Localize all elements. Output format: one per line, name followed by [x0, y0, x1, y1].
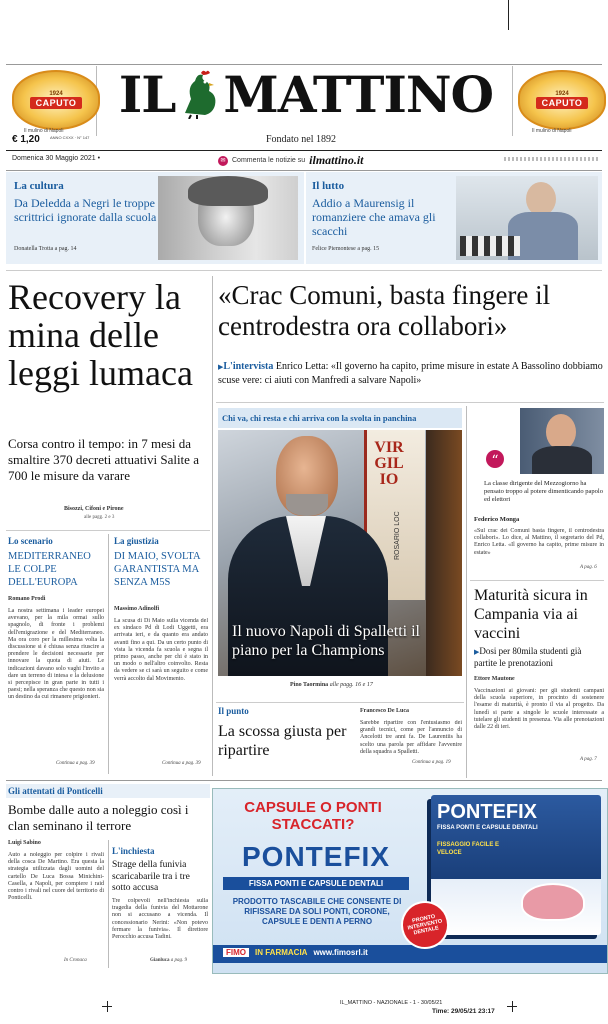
- ponticelli-byline: Luigi Sabino: [8, 840, 41, 846]
- teaser-lutto[interactable]: [306, 172, 602, 264]
- ponticelli-headline[interactable]: Bombe dalle auto a noleggio così i clan seminano il terrore: [8, 802, 189, 833]
- main-lead-summary: Enrico Letta: «Il governo ha capito, prime misure in estate A Bassolino dobbiamo scuse vere: ci aiuti con Manfredi a salvare Napoli»: [218, 361, 603, 386]
- main-lead-summary-block: [218, 360, 604, 387]
- footer-edition: IL_MATTINO - NAZIONALE - 1 - 30/05/21: [340, 1000, 443, 1006]
- quote-icon: “: [486, 450, 504, 468]
- teaser-kicker: La cultura: [14, 180, 64, 192]
- sponsor-year: 1924: [555, 91, 569, 97]
- comment-icon: ✉: [218, 156, 228, 166]
- crop-mark: [512, 1001, 513, 1012]
- beard: [286, 494, 328, 516]
- spalletti-photo[interactable]: [218, 430, 462, 676]
- section-rule: [6, 530, 210, 531]
- monga-photo: [520, 408, 604, 474]
- teaser-byline: Felice Piemontese a pag. 15: [312, 246, 380, 252]
- ponticelli-body: Auto a noleggio per colpire i rivali della cosca De Martino. Era questa la strategia utilizzata dagli uomini del cartello De Luca Bossa Minichini-Casella, a Napoli, per compiere i raid contro i rivali nel cuore del territorio di Ponticelli.: [8, 852, 104, 902]
- giustizia-page: Continua a pag. 39: [162, 761, 201, 766]
- sponsor-tag: Il mulino di Napoli: [532, 128, 572, 134]
- scenario-body: La nostra settimana i leader europei avevano, per la mila ormai sullo spagnolo, di fronte i problemi dell'emigrazione e del Mediterraneo. Ma ora coro per la millesima volta la discussione si è chiusa senza riuscire a prendere le decisioni necessarie per innovare la quota di aiuti. Le indicazioni davano solo vaghi l'invito a dare un terreno di intesa e la delusione si percepisce in gran parte in tutti i paesi; nella speranza che questo non sia un destino da cui rimanere prigionieri.: [8, 608, 104, 701]
- site-link[interactable]: ilmattino.it: [309, 153, 364, 167]
- column-divider: [108, 534, 109, 774]
- newspaper-logo: [104, 64, 508, 124]
- inchiesta-page: a pag. 9: [170, 958, 187, 963]
- column-divider: [466, 406, 467, 778]
- punto-page: Continua a pag. 19: [412, 760, 451, 765]
- maturita-headline[interactable]: Maturità sicura in Campania via ai vaccini: [474, 587, 588, 642]
- founded-line: Fondato nel 1892: [266, 134, 336, 145]
- writer-photo: [158, 176, 298, 260]
- column-divider: [108, 840, 109, 968]
- teaser-title: Da Deledda a Negri le troppe scrittrici ignorate dalla scuola: [14, 196, 157, 224]
- inchiesta-headline[interactable]: Strage della funivia scaricabarile tra i tre sotto accusa: [112, 860, 190, 893]
- photo-strip-label: Chi va, chi resta e chi arriva con la svolta in panchina: [222, 413, 417, 423]
- left-lead-headline[interactable]: Recovery la mina delle leggi lumaca: [8, 277, 193, 393]
- inchiesta-kicker: L'inchiesta: [112, 846, 155, 856]
- maturita-byline: Ettore Mautone: [474, 676, 515, 682]
- ad-brand: PONTEFIX: [241, 841, 390, 872]
- photo-byline: Pino Taormina: [290, 682, 329, 688]
- section-rule: [216, 702, 464, 703]
- ad-url[interactable]: www.fimosrl.it: [313, 948, 368, 957]
- arrow-icon: ▶: [218, 363, 224, 371]
- quote-body: «Sul crac dei Comuni basta fingere, il centrodestra collabori». Lo dice, al Mattino, il segretario del Pd, Enrico Letta. «Il governo ha capito, prime misure in estate»: [474, 528, 604, 556]
- inchiesta-byline: Gianluca: [150, 958, 170, 963]
- giustizia-byline: Massimo Adinolfi: [114, 606, 160, 612]
- teaser-title: Addio a Maurensig il romanziere che amava gli scacchi: [312, 196, 436, 238]
- section-rule: [6, 780, 602, 781]
- sponsor-logo-right: [518, 70, 606, 130]
- sponsor-logo-left: [12, 70, 100, 130]
- masthead-rule: [6, 150, 602, 151]
- punto-body: Sarebbe ripartire con l'entusiasmo dei grandi tecnici, come per l'annuncio di Ancelotti tre anni fa. De Laurentiis ha scelto una parola per affidare l'avvenire della squadra a Spalletti.: [360, 720, 462, 755]
- crop-mark: [107, 1001, 108, 1012]
- maturita-body: Vaccinazioni ai giovani: per gli studenti campani della scuola superiore, in procinto di sostenere l'esame di maturità, è pronto il via al progetto. Da lunedì si parte a singole le scuole interessate a tutelare gli studenti in presenza. Via alle prenotazioni dalle 22 di ieri.: [474, 688, 604, 731]
- teaser-kicker: Il lutto: [312, 180, 345, 192]
- comment-prefix: Commenta le notizie su: [232, 157, 306, 164]
- comment-bar: [218, 153, 364, 168]
- left-lead-subhead: Corsa contro il tempo: in 7 mesi da smaltire 370 decreti attuativi Salite a 700 le misure da varare: [8, 436, 199, 483]
- giustizia-body: La scusa di Di Maio sulla vicenda del ex sindaco Pd di Lodi Uggetti, era arrivata ieri, e da quanto era andato avanti fino a qui. Da un certo punto di vista la vicenda fa scuola e segna il primo passo, anche per chi è stato in un modo o nell'altro coinvolto. Resta da vedere se ci sarà un seguito e come verrà accolto dal Movimento.: [114, 618, 208, 682]
- sponsor-name: CAPUTO: [30, 97, 83, 109]
- maturita-page: A pag. 7: [580, 757, 597, 762]
- ad-product-box: [431, 795, 601, 935]
- ponticelli-page: In Cronaca: [64, 958, 87, 963]
- shop-sign-small: ROSARIO LOC: [394, 511, 401, 560]
- quote-author: Federico Monga: [474, 516, 520, 523]
- quote-text: La classe dirigente del Mezzogiorno ha pensato troppo al potere dimenticando papolo ed elettori: [484, 480, 603, 503]
- teaser-byline: Donatella Trotta a pag. 14: [14, 246, 77, 252]
- scenario-byline: Romano Prodi: [8, 596, 46, 602]
- section-rule: [6, 270, 602, 271]
- author-chess-photo: [456, 176, 598, 260]
- denture-graphic: [521, 883, 585, 921]
- ad-box-brand: PONTEFIX: [437, 801, 538, 823]
- ponticelli-kicker: Gli attentati di Ponticelli: [8, 786, 103, 796]
- ad-box-label: FISSAGGIO FACILE E VELOCE: [437, 842, 500, 856]
- maturita-sub: Dosi per 80mila studenti già partite le prenotazioni: [474, 646, 582, 668]
- shop-sign-text: VIRGILIO: [374, 439, 404, 488]
- price-note: ANNO CXXX · N° 147: [50, 135, 90, 140]
- price: € 1,20: [12, 134, 40, 145]
- scenario-headline[interactable]: MEDITERRANEO LE COLPE DELL'EUROPA: [8, 551, 91, 588]
- arrow-icon: ▶: [474, 648, 480, 656]
- section-rule: [216, 402, 604, 403]
- main-lead-kicker: L'intervista: [223, 361, 274, 372]
- punto-kicker: Il punto: [218, 706, 249, 716]
- logo-text-mattino: MATTINO: [223, 64, 494, 124]
- column-divider: [212, 276, 213, 776]
- inchiesta-foot: [150, 958, 187, 963]
- footer-time: Time: 29/05/21 23:17: [432, 1008, 495, 1015]
- scenario-page: Continua a pag. 39: [56, 761, 95, 766]
- rooster-icon: [177, 69, 221, 119]
- ad-burst-text: PRONTO INTERVENTO DENTALE: [407, 913, 443, 937]
- quote-page: A pag. 6: [580, 565, 597, 570]
- ad-shop: IN FARMACIA: [255, 948, 308, 957]
- logo-text-il: IL: [118, 64, 176, 124]
- teaser-culture[interactable]: [6, 172, 304, 264]
- inchiesta-body: Tre colpevoli nell'inchiesta sulla tragedia della funivia del Mottarone non si accusano a vicenda. Il concessionario Nerini: «Non potevo fermare la funivia». Il direttore Perocchio accusa Tadini.: [112, 898, 208, 941]
- photo-byline-wrap: [290, 682, 373, 688]
- section-rule: [470, 580, 604, 581]
- ad-box-sub: FISSA PONTI E CAPSULE DENTALI: [437, 825, 538, 831]
- masthead-rule-bottom: [6, 170, 602, 171]
- main-lead-headline[interactable]: «Crac Comuni, basta fingere il centrodestra ora collabori»: [218, 280, 551, 341]
- punto-headline[interactable]: La scossa giusta per ripartire: [218, 723, 347, 759]
- edition-note: [504, 157, 600, 161]
- ad-bottom: [223, 948, 368, 957]
- ad-desc: PRODOTTO TASCABILE CHE CONSENTE DI RIFISSARE DA SOLI PONTI, CORONE, CAPSULE E DENTI A PERNO: [232, 897, 402, 926]
- ad-headline: CAPSULE O PONTI STACCATI?: [244, 799, 382, 833]
- photo-caption: Il nuovo Napoli di Spalletti il piano per la Champions: [232, 623, 420, 659]
- giustizia-headline[interactable]: DI MAIO, SVOLTA GARANTISTA MA SENZA M5S: [114, 551, 200, 588]
- giustizia-kicker: La giustizia: [114, 536, 159, 546]
- punto-byline: Francesco De Luca: [360, 708, 409, 714]
- left-lead-page: alle pagg. 2 e 3: [84, 515, 115, 520]
- crop-mark: [508, 0, 509, 30]
- issue-date: Domenica 30 Maggio 2021 •: [12, 155, 101, 162]
- masthead-divider: [512, 66, 513, 136]
- sponsor-year: 1924: [49, 91, 63, 97]
- sponsor-tag: Il mulino di Napoli: [24, 128, 64, 134]
- scenario-kicker: Lo scenario: [8, 536, 53, 546]
- photo-strip: [218, 408, 462, 428]
- maturita-sub-block: [474, 646, 606, 669]
- ad-maker: FIMO: [223, 948, 249, 957]
- photo-page: alle pagg. 16 e 17: [329, 682, 373, 688]
- ad-brand-sub: FISSA PONTI E CAPSULE DENTALI: [223, 877, 409, 890]
- left-lead-byline: Bisozzi, Cifoni e Pirone: [64, 506, 124, 512]
- sponsor-name: CAPUTO: [536, 97, 589, 109]
- pontefix-ad[interactable]: [212, 788, 608, 974]
